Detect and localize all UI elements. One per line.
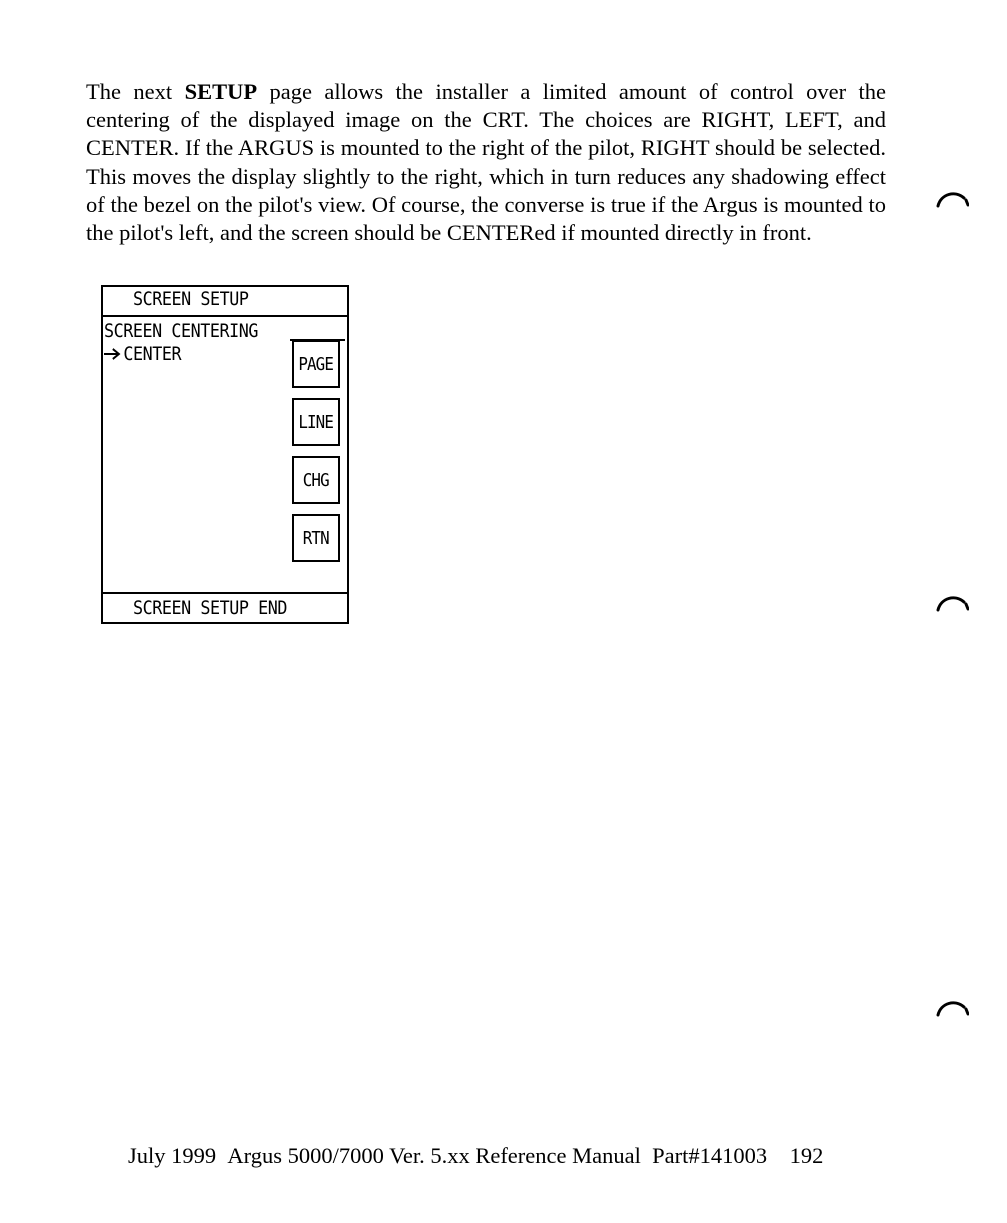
rtn-softkey[interactable]	[292, 514, 340, 562]
screen-title: SCREEN SETUP	[133, 288, 249, 310]
footer-date: July 1999	[128, 1143, 217, 1168]
binder-hole-icon	[935, 188, 969, 208]
line-softkey[interactable]	[292, 398, 340, 446]
footer-manual-title: Argus 5000/7000 Ver. 5.xx Reference Manual	[227, 1143, 641, 1168]
selected-option[interactable]	[104, 343, 181, 365]
screen-subtitle: SCREEN CENTERING	[104, 320, 259, 342]
intro-text-rest: page allows the installer a limited amount of control over the centering of the displayed image on the CRT. The choices are RIGHT, LEFT, and CENTER. If the ARGUS is mounted to the right of the pilot, RIGHT should be selected. This moves the display slightly to the right, which in turn reduces any shadowing effect of the bezel on the pilot's view. Of course, the converse is true if the Argus is mounted to the pilot's left, and the screen should be CENTERed if mounted directly in front.	[86, 79, 887, 246]
rtn-softkey-label: RTN	[303, 527, 329, 549]
page-softkey-label: PAGE	[298, 353, 334, 375]
binder-hole-icon	[935, 997, 969, 1017]
setup-keyword: SETUP	[184, 79, 258, 104]
page-softkey[interactable]	[292, 340, 340, 388]
selection-arrow-icon	[104, 348, 122, 360]
title-divider	[103, 315, 347, 317]
end-divider	[103, 592, 347, 594]
page-footer	[128, 1143, 823, 1169]
chg-softkey-label: CHG	[303, 469, 329, 491]
binder-hole-icon	[935, 592, 969, 612]
footer-part-number: Part#141003	[652, 1143, 768, 1168]
screen-setup-display	[101, 285, 349, 624]
body-paragraph	[86, 78, 886, 247]
line-softkey-label: LINE	[298, 411, 334, 433]
intro-text-start: The next	[86, 79, 185, 104]
screen-end-label: SCREEN SETUP END	[133, 597, 288, 619]
chg-softkey[interactable]	[292, 456, 340, 504]
selected-option-value: CENTER	[123, 343, 182, 365]
footer-page-number: 192	[789, 1143, 824, 1168]
